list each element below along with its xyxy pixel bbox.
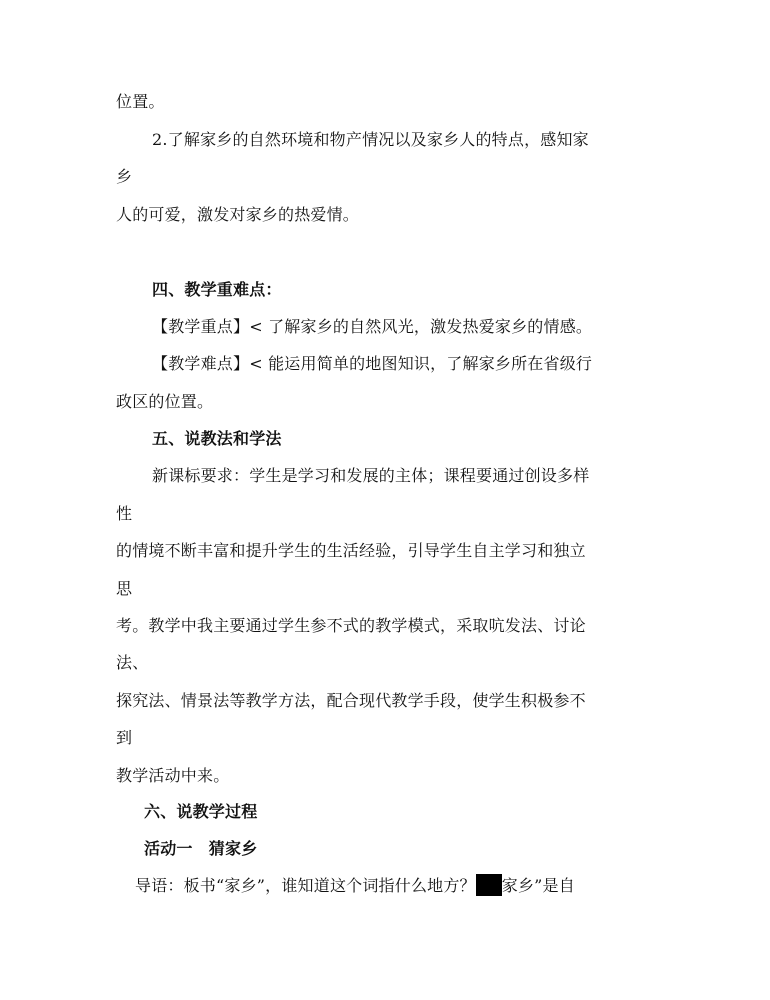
section-heading: 四、教学重难点： [152, 280, 282, 299]
text-line: 乡 [116, 167, 133, 186]
intro-line [135, 874, 575, 897]
section-heading: 五、说教法和学法 [152, 429, 282, 448]
redaction-block [476, 874, 502, 896]
text-line: 考。教学中我主要通过学生参不式的教学模式，采取吭发法、讨论 [116, 616, 586, 635]
intro-text-after: 家乡”是自 [501, 876, 575, 895]
text-line: 人的可爱，激发对家乡的热爱情。 [116, 205, 360, 224]
text-line: 法、 [116, 653, 149, 672]
text-line: 2.了解家乡的自然环境和物产情况以及家乡人的特点，感知家 [152, 130, 589, 149]
text-line: 性 [116, 504, 133, 523]
activity-heading: 活动一 猜家乡 [144, 839, 258, 858]
text-line: 位置。 [116, 92, 165, 111]
text-line: 政区的位置。 [116, 392, 214, 411]
text-line: 探究法、情景法等教学方法，配合现代教学手段，使学生积极参不 [116, 691, 586, 710]
section-heading: 六、说教学过程 [144, 802, 258, 821]
text-line: 教学活动中来。 [116, 766, 230, 785]
intro-text-before: 导语：板书“家乡”，谁知道这个词指什么地方？ [135, 876, 476, 895]
text-line: 的情境不断丰富和提升学生的生活经验，引导学生自主学习和独立 [116, 541, 586, 560]
text-line: 到 [116, 728, 133, 747]
text-line: 【教学重点】< 了解家乡的自然风光，激发热爱家乡的情感。 [152, 317, 593, 336]
text-line: 思 [116, 579, 133, 598]
text-line: 新课标要求：学生是学习和发展的主体；课程要通过创设多样 [152, 466, 590, 485]
text-line: 【教学难点】< 能运用简单的地图知识，了解家乡所在省级行 [152, 354, 593, 373]
